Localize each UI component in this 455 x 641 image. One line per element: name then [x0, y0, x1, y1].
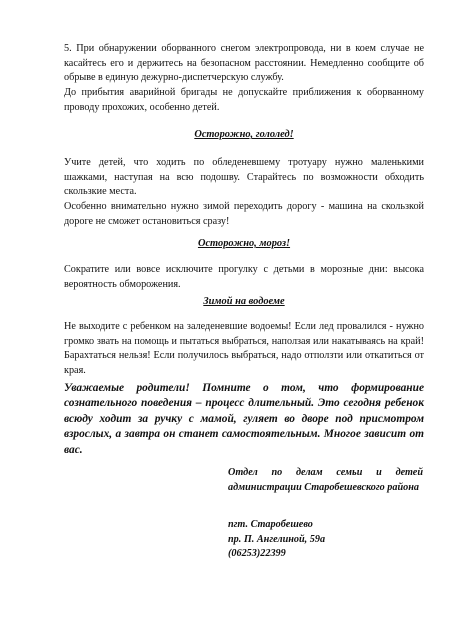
heading-ice-warning: Осторожно, гололед! — [194, 129, 294, 140]
paragraph-icy-sidewalk: Учите детей, что ходить по обледеневшему тротуару нужно маленькими шажками, наступая на всю подошву. Старайтесь по возможности обходить скользкие места. — [64, 157, 424, 198]
paragraph-emergency-crew: До прибытия аварийной бригады не допускайте приближения к оборванному проводу прохожих, особенно детей. — [64, 87, 424, 113]
heading-water-winter: Зимой на водоеме — [203, 296, 285, 307]
address-line-phone: (06253)22399 — [228, 548, 286, 560]
paragraph-crossing-road: Особенно внимательно нужно зимой переходить дорогу - машина на скользкой дороге не сможет остановиться сразу! — [64, 201, 424, 227]
paragraph-frozen-water: Не выходите с ребенком на заледеневшие водоемы! Если лед провалился - нужно громко звать на помощь и пытаться выбраться, наползая или накатываясь на край! Барахтаться нельзя! Если получилось выбраться, надо отползти или откатиться от края. — [64, 321, 424, 376]
signature-address — [228, 518, 423, 562]
paragraph-power-line: 5. При обнаружении оборванного снегом электропровода, ни в коем случае не касайтесь его и держитесь на безопасном расстоянии. Немедленно сообщите об обрыве в единую дежурно-диспетчерскую службу. — [64, 43, 424, 84]
address-line-town: пгт. Старобешево — [228, 519, 313, 530]
heading-frost-warning: Осторожно, мороз! — [197, 238, 291, 249]
parents-appeal: Уважаемые родители! Помните о том, что формирование сознательного поведения – процесс длительный. Это сегодня ребенок всюду ходит за ручку с мамой, гуляет во дворе под присмотром взрослых, а завтра он станет самостоятельным. Многое зависит от вас. — [64, 382, 424, 456]
paragraph-frost-walks: Сократите или вовсе исключите прогулку с детьми в морозные дни: высока вероятность обморожения. — [64, 264, 424, 290]
address-line-street: пр. П. Ангелиной, 59а — [228, 533, 326, 545]
signature-department: Отдел по делам семьи и детей администрации Старобешевского района — [228, 467, 423, 493]
